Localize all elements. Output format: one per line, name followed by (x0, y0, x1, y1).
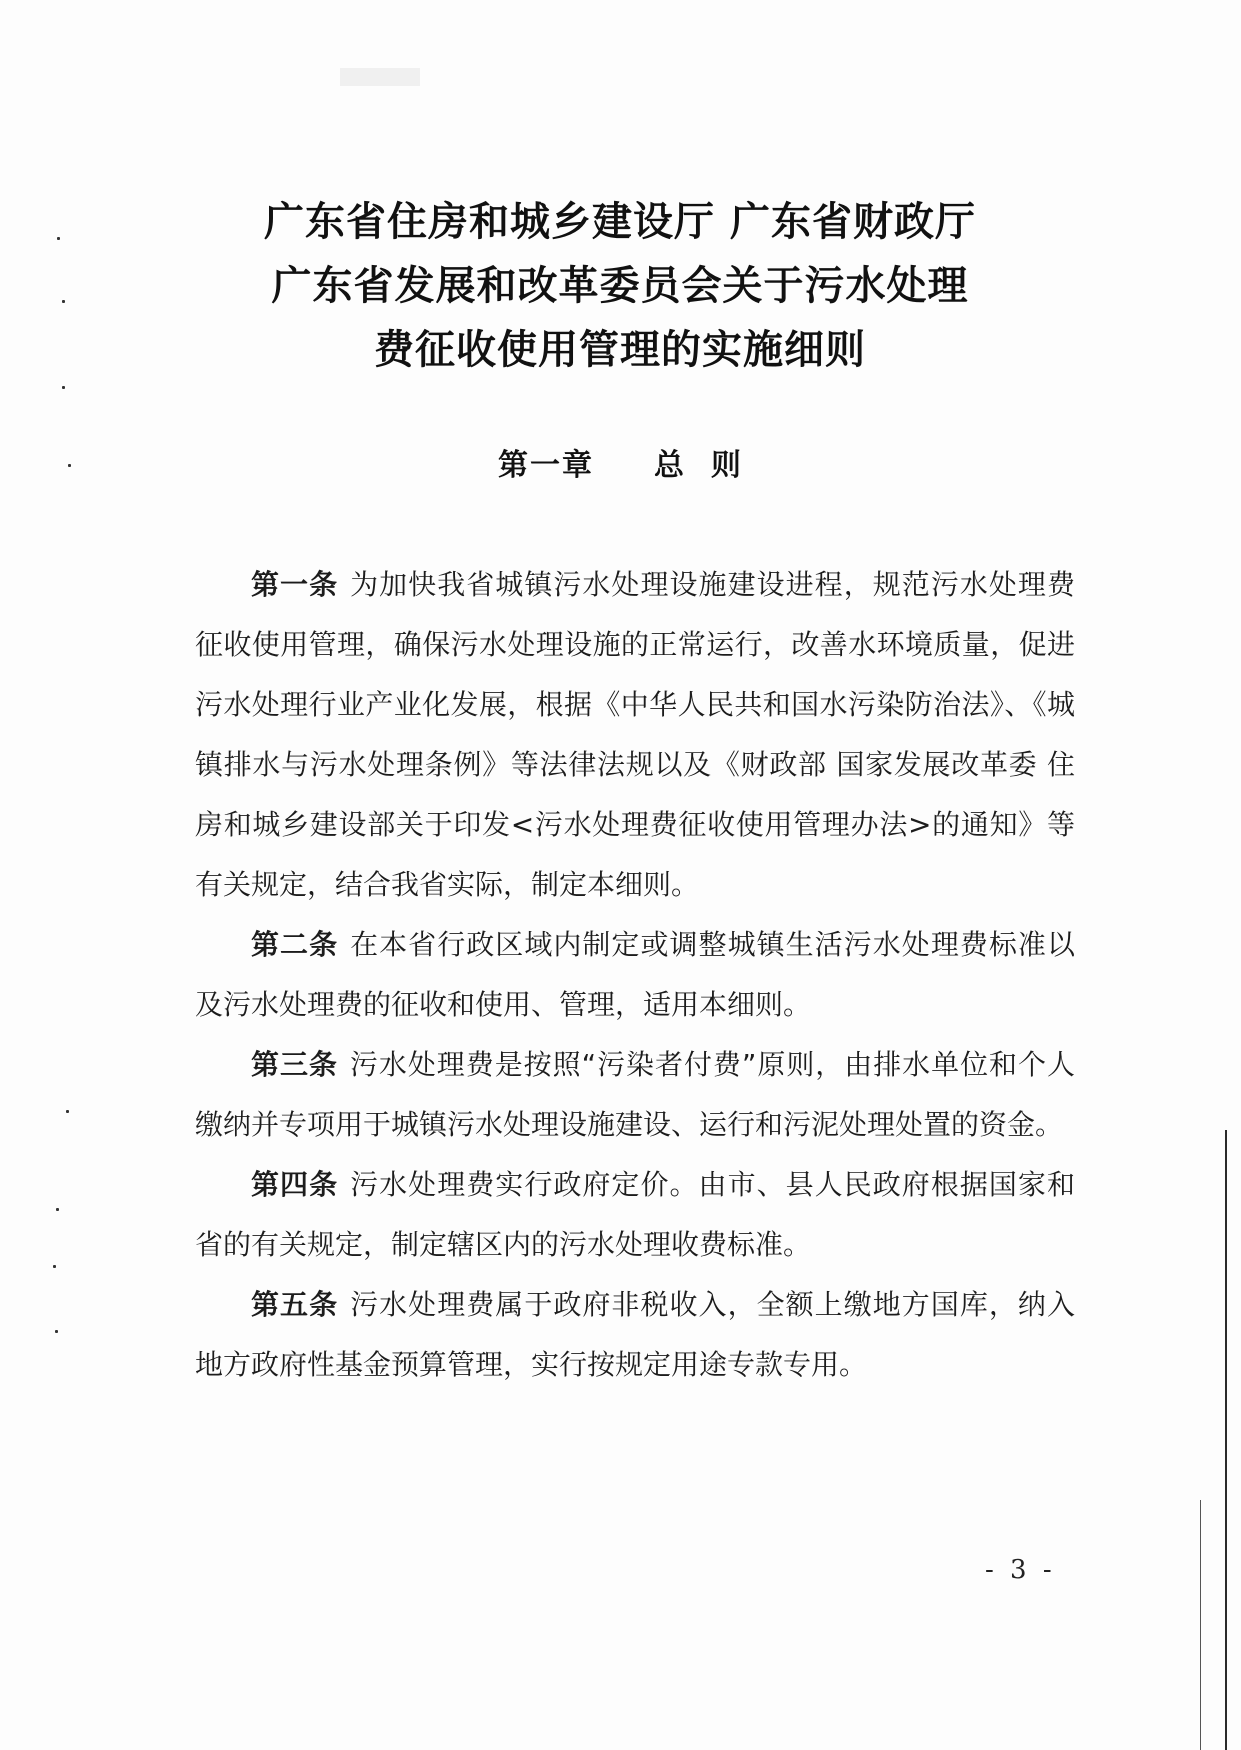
article-2 (195, 915, 1075, 1035)
article-title: 第二条 (251, 928, 339, 961)
scan-dot (66, 1110, 69, 1113)
article-4 (195, 1155, 1075, 1275)
article-title: 第三条 (251, 1048, 338, 1081)
article-text: 污水处理费实行政府定价。由市、县人民政府根据国家和省的有关规定，制定辖区内的污水处理收费标准。 (195, 1168, 1075, 1261)
title-line-2: 广东省发展和改革委员会关于污水处理 (271, 262, 969, 309)
title-line-3: 费征收使用管理的实施细则 (374, 326, 866, 373)
scan-edge-line-thin (1200, 1500, 1201, 1750)
chapter-heading (0, 440, 1241, 484)
scan-edge-line (1225, 1130, 1227, 1750)
scan-dot (62, 300, 65, 303)
chapter-number: 第一章 (498, 448, 595, 483)
article-text: 污水处理费属于政府非税收入，全额上缴地方国库，纳入地方政府性基金预算管理，实行按规定用途专款专用。 (195, 1288, 1075, 1381)
scan-dot (56, 1208, 59, 1211)
article-text: 在本省行政区域内制定或调整城镇生活污水处理费标准以及污水处理费的征收和使用、管理，适用本细则。 (195, 928, 1075, 1021)
article-5 (195, 1275, 1075, 1395)
scan-dot (55, 1330, 58, 1333)
article-title: 第五条 (251, 1288, 339, 1321)
title-line-1: 广东省住房和城乡建设厅 广东省财政厅 (264, 198, 976, 245)
article-text: 为加快我省城镇污水处理设施建设进程，规范污水处理费征收使用管理，确保污水处理设施的正常运行，改善水环境质量，促进污水处理行业产业化发展，根据《中华人民共和国水污染防治法》、《城镇排水与污水处理条例》等法律法规以及《财政部 国家发展改革委 住房和城乡建设部关于印发<污水处理费征收使用管理办法>的通知》等有关规定，结合我省实际，制定本细则。 (195, 568, 1075, 901)
scan-dot (57, 237, 60, 240)
article-3 (195, 1035, 1075, 1155)
chapter-name: 总 则 (654, 448, 743, 483)
scan-dot (53, 1265, 56, 1268)
page-number: - 3 - (985, 1555, 1056, 1585)
article-text: 污水处理费是按照“污染者付费”原则，由排水单位和个人缴纳并专项用于城镇污水处理设施建设、运行和污泥处理处置的资金。 (195, 1048, 1075, 1141)
scan-dot (62, 386, 65, 389)
article-title: 第一条 (251, 568, 339, 601)
document-body (195, 555, 1075, 1395)
document-title (160, 190, 1080, 382)
scan-smudge (340, 68, 420, 86)
article-title: 第四条 (251, 1168, 339, 1201)
article-1 (195, 555, 1075, 915)
